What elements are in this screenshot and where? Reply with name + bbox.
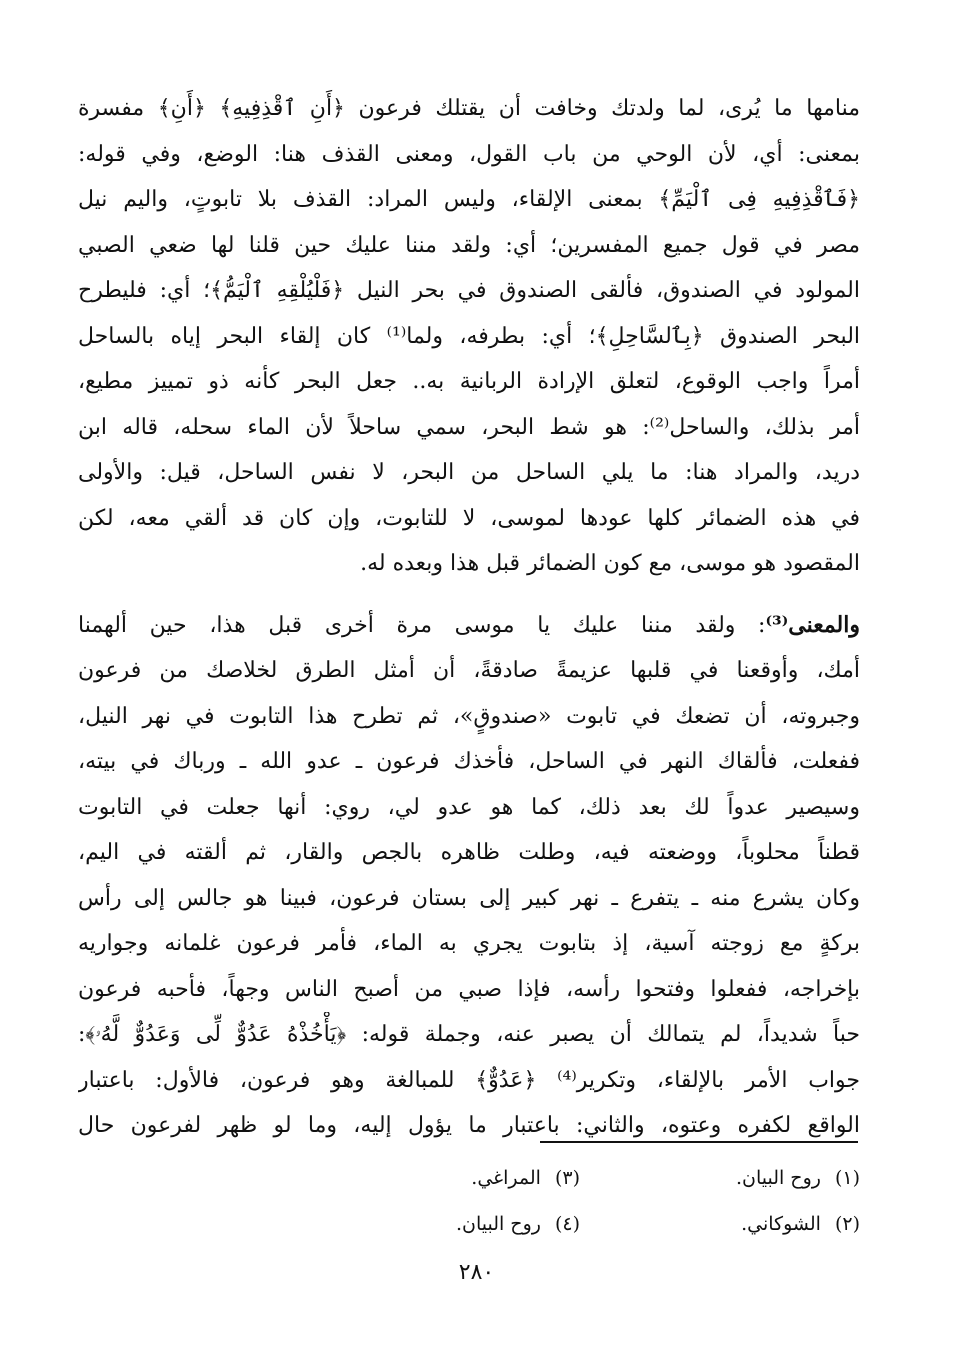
text-line: ﴿فَٱقْذِفِيهِ فِى ٱلْيَمِّ﴾ بمعنى الإلقاء، وليس المراد: القذف بلا تابوتٍ، واليم نيل bbox=[78, 187, 860, 212]
main-text bbox=[78, 86, 860, 1149]
text-line: قطناً محلوباً، ووضعته فيه، وطلت ظاهره بالجص والقار، ثم ألقته في اليم، bbox=[78, 840, 860, 865]
text-line: أمراً واجب الوقوع، لتعلق الإرادة الربانية به.. جعل البحر كأنه ذو تمييز مطيع، bbox=[78, 369, 860, 394]
text-line: في هذه الضمائر كلها عودها لموسى، لا للتابوت، وإن كان قد ألقي معه، لكن bbox=[78, 505, 860, 531]
footnote-text: روح البيان. bbox=[735, 1167, 821, 1189]
text-line: وسيصير عدواً لك بعد ذلك، كما هو عدو لي، روي: أنها جعلت في التابوت bbox=[78, 794, 860, 820]
footnote-row bbox=[300, 1201, 860, 1247]
text-line: أمر بذلك، والساحل⁽²⁾: هو شط البحر، سمي ساحلاً لأن الماء سحله، قاله ابن bbox=[78, 414, 860, 440]
paragraph-1 bbox=[78, 86, 860, 587]
footnote-divider bbox=[540, 1141, 858, 1143]
footnote-number: (٤) bbox=[554, 1213, 580, 1235]
page-number: ٢٨٠ bbox=[458, 1260, 495, 1285]
text-line: الواقع لكفره وعتوه، والثاني: باعتبار ما يؤول إليه، وما لو ظهر لفرعون حال bbox=[78, 1113, 860, 1138]
text-line: دريد، والمراد هنا: ما يلي الساحل من البحر، لا نفس الساحل، قيل: والأولى bbox=[78, 460, 860, 485]
footnote-item bbox=[300, 1155, 580, 1201]
footnote-number: (٣) bbox=[554, 1167, 580, 1189]
footnote-number: (٢) bbox=[834, 1213, 860, 1235]
text-line: أمك، وأوقعنا في قلبها عزيمةً صادقةً، أن أمثل الطرق لخلاصك من فرعون bbox=[78, 658, 860, 683]
paragraph-lead-word: والمعنى⁽³⁾ bbox=[765, 611, 860, 638]
footnote-row bbox=[300, 1155, 860, 1201]
footnote-text: المراغي. bbox=[471, 1167, 541, 1189]
footnote-item bbox=[580, 1201, 860, 1247]
footnotes bbox=[300, 1155, 860, 1247]
text-line: منامها ما يُرى، لما ولدتك وخافت أن يقتلك فرعون ﴿أَنِ ٱقْذِفِيهِ﴾ ﴿أَنِ﴾ مفسرة bbox=[78, 96, 860, 121]
text-line: مصر في قول جميع المفسرين؛ أي: ولقد مننا عليك حين قلنا لها ضعي الصبي bbox=[78, 232, 860, 258]
text-line: حباً شديداً، لم يتمالك أن يصبر عنه، وجملة قوله: ﴿يَأْخُذْهُ عَدُوٌّ لِّى وَعَدُوٌّ لَّهُۥ﴾: bbox=[78, 1022, 860, 1047]
text-line: وجبروته، أن تضعك في تابوت «صندوقٍ»، ثم تطرح هذا التابوت في نهر النيل، bbox=[78, 703, 860, 729]
text-line: البحر الصندوق ﴿بِٱلسَّاحِلِ﴾؛ أي: بطرفه، ولما⁽¹⁾ كان إلقاء البحر إياه بالساحل bbox=[78, 323, 860, 349]
text-line: جواب الأمر بالإلقاء، وتكرير⁽⁴⁾ ﴿عَدُوٌّ﴾ للمبالغة وهو فرعون، فالأول: باعتبار bbox=[78, 1067, 860, 1093]
footnote-item bbox=[580, 1155, 860, 1201]
text-line: وكان يشرع منه ـ يتفرع ـ نهر كبير إلى بستان فرعون، فبينا هو جالس إلى رأس bbox=[78, 885, 860, 911]
footnote-text: روح البيان. bbox=[455, 1213, 541, 1235]
text-line: المولود في الصندوق، فألقى الصندوق في بحر النيل ﴿فَلْيُلْقِهِ ٱلْيَمُّ﴾؛ أي: فليطرح bbox=[78, 278, 860, 303]
text-line: ففعلت، فألقاك النهر في الساحل، فأخذك فرعون ـ عدو الله ـ ورباك في بيته، bbox=[78, 749, 860, 774]
footnote-text: الشوكاني. bbox=[741, 1213, 821, 1235]
text-line: بمعنى: أي، لأن الوحي من باب القول، ومعنى القذف هنا: الوضع، وفي قوله: bbox=[78, 141, 860, 167]
text-line: بركةٍ مع زوجته آسية، إذ بتابوت يجري به الماء، فأمر فرعون غلمانه وجواريه bbox=[78, 931, 860, 956]
text-line: المقصود هو موسى، مع كون الضمائر قبل هذا وبعده له. bbox=[360, 551, 860, 576]
text-line-rest: : ولقد مننا عليك يا موسى مرة أخرى قبل هذا، حين ألهمنا bbox=[78, 612, 766, 638]
text-line: بإخراجه، ففعلوا وفتحوا رأسه، فإذا صبي من أصبح الناس وجهاً، فأحبه فرعون bbox=[78, 976, 860, 1002]
footnote-item bbox=[300, 1201, 580, 1247]
paragraph-2 bbox=[78, 603, 860, 1149]
footnote-number: (١) bbox=[834, 1167, 860, 1189]
text-line bbox=[78, 603, 860, 649]
